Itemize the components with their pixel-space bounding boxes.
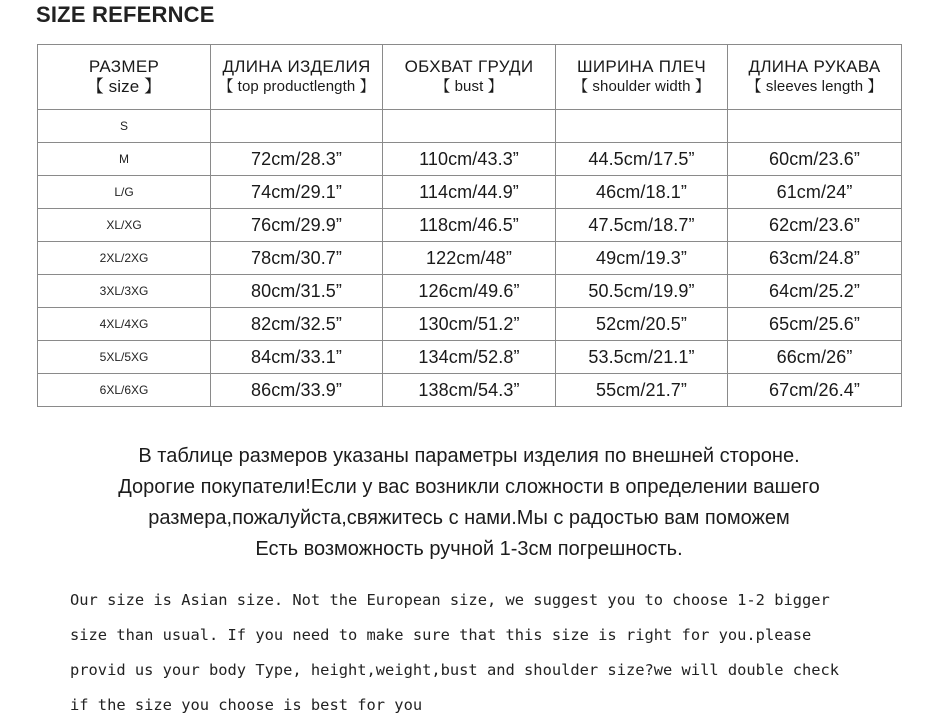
sleeve-value: 65cm/25.6” xyxy=(728,308,902,341)
header-shoulder xyxy=(556,45,728,110)
table-header-row xyxy=(38,45,902,110)
header-label-ru: ДЛИНА РУКАВА xyxy=(748,57,881,76)
length-value: 72cm/28.3” xyxy=(211,143,383,176)
size-label: 2XL/2XG xyxy=(38,242,211,275)
header-length xyxy=(211,45,383,110)
bust-value: 110cm/43.3” xyxy=(383,143,556,176)
header-bust xyxy=(383,45,556,110)
russian-note-line: Есть возможность ручной 1-3см погрешность. xyxy=(255,538,683,560)
english-note-line: if the size you choose is best for you xyxy=(70,696,423,714)
table-row xyxy=(38,209,902,242)
sleeve-value: 63cm/24.8” xyxy=(728,242,902,275)
size-label: L/G xyxy=(38,176,211,209)
table-row xyxy=(38,341,902,374)
sleeve-value: 61cm/24” xyxy=(728,176,902,209)
table-row xyxy=(38,275,902,308)
header-label-ru: ОБХВАТ ГРУДИ xyxy=(404,57,534,76)
header-label-ru: РАЗМЕР xyxy=(88,57,160,76)
russian-note xyxy=(36,441,902,565)
shoulder-value: 44.5cm/17.5” xyxy=(556,143,728,176)
bust-value: 126cm/49.6” xyxy=(383,275,556,308)
table-row xyxy=(38,308,902,341)
size-label: 3XL/3XG xyxy=(38,275,211,308)
length-value: 82cm/32.5” xyxy=(211,308,383,341)
shoulder-value: 52cm/20.5” xyxy=(556,308,728,341)
table-row xyxy=(38,374,902,407)
size-label: XL/XG xyxy=(38,209,211,242)
shoulder-value: 46cm/18.1” xyxy=(556,176,728,209)
table-row xyxy=(38,176,902,209)
length-value: 74cm/29.1” xyxy=(211,176,383,209)
sleeve-value: 62cm/23.6” xyxy=(728,209,902,242)
header-label-en: 【 top productlength 】 xyxy=(218,78,375,95)
bust-value: 118cm/46.5” xyxy=(383,209,556,242)
english-note-line: Our size is Asian size. Not the European size, we suggest you to choose 1-2 bigger xyxy=(70,591,830,609)
size-label: S xyxy=(38,110,211,143)
shoulder-value: 55cm/21.7” xyxy=(556,374,728,407)
header-label-ru: ШИРИНА ПЛЕЧ xyxy=(576,57,707,76)
bust-value xyxy=(383,110,556,143)
header-sleeve xyxy=(728,45,902,110)
english-note xyxy=(70,583,920,716)
size-table xyxy=(37,44,902,407)
length-value: 80cm/31.5” xyxy=(211,275,383,308)
shoulder-value: 47.5cm/18.7” xyxy=(556,209,728,242)
bust-value: 138cm/54.3” xyxy=(383,374,556,407)
bust-value: 122cm/48” xyxy=(383,242,556,275)
page-title: SIZE REFERNCE xyxy=(36,2,215,27)
header-label-ru: ДЛИНА ИЗДЕЛИЯ xyxy=(222,57,371,76)
header-label-en: 【 size 】 xyxy=(86,77,162,96)
bust-value: 134cm/52.8” xyxy=(383,341,556,374)
shoulder-value xyxy=(556,110,728,143)
bust-value: 130cm/51.2” xyxy=(383,308,556,341)
length-value: 84cm/33.1” xyxy=(211,341,383,374)
size-rows xyxy=(38,110,902,407)
sleeve-value: 60cm/23.6” xyxy=(728,143,902,176)
english-note-line: size than usual. If you need to make sure that this size is right for you.please xyxy=(70,626,812,644)
sleeve-value: 66cm/26” xyxy=(728,341,902,374)
header-label-en: 【 bust 】 xyxy=(435,78,503,95)
length-value: 76cm/29.9” xyxy=(211,209,383,242)
length-value: 86cm/33.9” xyxy=(211,374,383,407)
size-label: 5XL/5XG xyxy=(38,341,211,374)
header-label-en: 【 sleeves length 】 xyxy=(746,78,883,95)
table-row xyxy=(38,143,902,176)
russian-note-line: Дорогие покупатели!Если у вас возникли сложности в определении вашего xyxy=(118,476,820,498)
header-label-en: 【 shoulder width 】 xyxy=(573,78,710,95)
table-row xyxy=(38,242,902,275)
size-label: 4XL/4XG xyxy=(38,308,211,341)
table-row xyxy=(38,110,902,143)
sleeve-value: 67cm/26.4” xyxy=(728,374,902,407)
russian-note-line: размера,пожалуйста,свяжитесь с нами.Мы с радостью вам поможем xyxy=(148,507,790,529)
size-label: M xyxy=(38,143,211,176)
bust-value: 114cm/44.9” xyxy=(383,176,556,209)
length-value xyxy=(211,110,383,143)
shoulder-value: 53.5cm/21.1” xyxy=(556,341,728,374)
shoulder-value: 49cm/19.3” xyxy=(556,242,728,275)
header-size xyxy=(38,45,211,110)
english-note-line: provid us your body Type, height,weight,bust and shoulder size?we will double check xyxy=(70,661,840,679)
sleeve-value xyxy=(728,110,902,143)
length-value: 78cm/30.7” xyxy=(211,242,383,275)
sleeve-value: 64cm/25.2” xyxy=(728,275,902,308)
russian-note-line: В таблице размеров указаны параметры изделия по внешней стороне. xyxy=(138,445,800,467)
shoulder-value: 50.5cm/19.9” xyxy=(556,275,728,308)
size-label: 6XL/6XG xyxy=(38,374,211,407)
